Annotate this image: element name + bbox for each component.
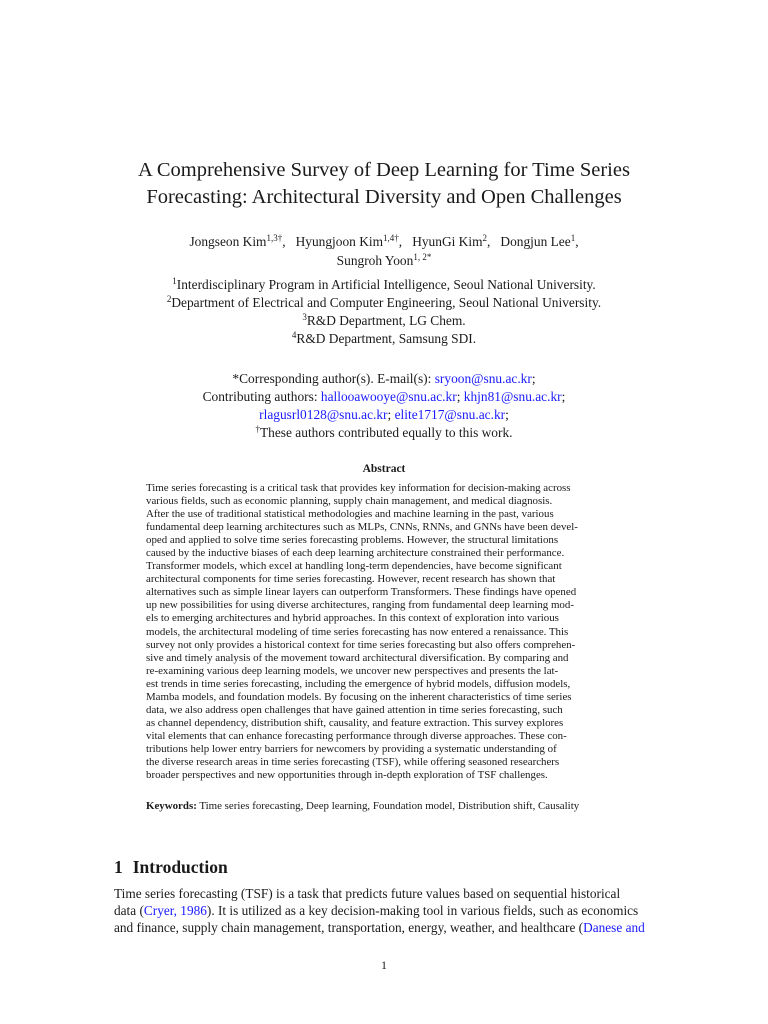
- affiliation-text: Department of Electrical and Computer Engineering, Seoul National University.: [171, 295, 602, 310]
- intro-line: [114, 902, 674, 919]
- corresponding-label: *Corresponding author(s). E-mail(s):: [232, 371, 435, 386]
- abstract-line: fundamental deep learning architectures such as MLPs, CNNs, RNNs, and GNNs have been devel-: [146, 521, 578, 534]
- abstract-line: architectural components for time series forecasting. However, recent research has shown that: [146, 573, 556, 586]
- citation-link[interactable]: Cryer, 1986: [143, 903, 207, 918]
- abstract-line: est trends in time series forecasting, including the emergence of hybrid models, diffusion models,: [146, 677, 571, 690]
- affiliation: [60, 312, 708, 330]
- abstract-line: Time series forecasting is a critical task that provides key information for decision-making across: [146, 482, 571, 494]
- contributing-authors-line-2: rlagusrl0128@snu.ac.kr; elite1717@snu.ac.kr;: [259, 407, 509, 422]
- intro-paragraph: [114, 885, 674, 936]
- intro-line: Time series forecasting (TSF) is a task that predicts future values based on sequential historical: [114, 886, 621, 901]
- affiliation: [60, 294, 708, 312]
- abstract-line: re-examining various deep learning models, we uncover new perspectives and presents the lat-: [146, 664, 559, 677]
- section-heading: [114, 857, 228, 878]
- abstract-line: Transformer models, which excel at handling long-term dependencies, have become significant: [146, 560, 562, 573]
- keywords-label: Keywords:: [146, 800, 197, 812]
- title-line-2: Forecasting: Architectural Diversity and Open Challenges: [146, 186, 622, 208]
- author-affil-marker: 1, 2*: [413, 252, 432, 262]
- equal-contribution-note: [60, 424, 708, 442]
- author-name: Sungroh Yoon: [336, 253, 414, 268]
- author-name: Dongjun Lee: [500, 234, 571, 249]
- corresponding-email-link[interactable]: sryoon@snu.ac.kr: [434, 371, 532, 386]
- affiliation-text: Interdisciplinary Program in Artificial Intelligence, Seoul National University.: [176, 277, 596, 292]
- abstract-line: After the use of traditional statistical methodologies and machine learning in the past, various: [146, 508, 554, 521]
- email-link[interactable]: rlagusrl0128@snu.ac.kr: [259, 407, 388, 422]
- abstract-line: caused by the inductive biases of each deep learning architecture constrained their performance.: [146, 547, 565, 560]
- abstract-line: oped and applied to solve time series forecasting problems. However, the structural limitations: [146, 534, 559, 547]
- abstract-line: data, we also address open challenges that have gained attention in time series forecasting, such: [146, 703, 563, 716]
- affiliation-list: [60, 276, 708, 348]
- affiliation: [60, 276, 708, 294]
- author-affil-marker: 1: [570, 233, 576, 243]
- citation-link[interactable]: Danese and: [583, 920, 645, 935]
- abstract-line: broader perspectives and new opportunities through in-depth exploration of TSF challenges.: [146, 769, 548, 782]
- abstract-line: sive and timely analysis of the movement toward architectural diversification. By comparing and: [146, 651, 569, 664]
- author-separator: ,: [398, 234, 409, 249]
- abstract-line: tributions help lower entry barriers for newcomers by providing a systematic understanding of: [146, 742, 557, 755]
- contributing-authors-line: Contributing authors: hallooawooye@snu.ac.kr; khjn81@snu.ac.kr;: [202, 389, 566, 404]
- author-name: HyunGi Kim: [412, 234, 483, 249]
- title-line-1: A Comprehensive Survey of Deep Learning for Time Series: [138, 159, 630, 181]
- affiliation-marker: 3: [302, 312, 307, 322]
- abstract-line: up new possibilities for using diverse architectures, ranging from fundamental deep learning mod-: [146, 599, 574, 612]
- abstract-line: vital elements that can enhance forecasting performance through diverse approaches. These con-: [146, 729, 567, 742]
- abstract-body: [146, 482, 644, 782]
- abstract-line: as channel dependency, distribution shift, causality, and feature extraction. This survey explores: [146, 716, 564, 729]
- section-number: 1: [114, 857, 123, 877]
- affiliation: [60, 330, 708, 348]
- equal-contribution-marker: †: [255, 424, 260, 434]
- author-affil-marker: 1,3†: [266, 233, 283, 243]
- author-separator: ,: [575, 234, 579, 249]
- author-line-1: [60, 232, 708, 251]
- affiliation-text: R&D Department, Samsung SDI.: [296, 331, 477, 346]
- email-link[interactable]: khjn81@snu.ac.kr: [463, 389, 562, 404]
- author-separator: ,: [487, 234, 498, 249]
- corresponding-author-line: *Corresponding author(s). E-mail(s): sryoon@snu.ac.kr;: [232, 371, 536, 386]
- paper-title: [60, 157, 708, 211]
- contact-block: [60, 370, 708, 442]
- equal-contribution-text: These authors contributed equally to this work.: [259, 425, 513, 440]
- keywords: [146, 800, 644, 813]
- author-separator: ,: [282, 234, 293, 249]
- email-link[interactable]: hallooawooye@snu.ac.kr: [320, 389, 457, 404]
- abstract-line: survey not only provides a historical context for time series forecasting but also offers comprehen-: [146, 638, 576, 651]
- abstract-line: Mamba models, and foundation models. By focusing on the inherent characteristics of time series: [146, 690, 572, 703]
- author-affil-marker: 2: [482, 233, 487, 243]
- affiliation-text: R&D Department, LG Chem.: [306, 313, 466, 328]
- author-name: Hyungjoon Kim: [295, 234, 384, 249]
- intro-text: ). It is utilized as a key decision-making tool in various fields, such as economics: [206, 903, 639, 918]
- abstract-line: models, the architectural modeling of time series forecasting has now entered a renaissance. This: [146, 625, 569, 638]
- abstract-line: the diverse research areas in time series forecasting (TSF), while offering seasoned researchers: [146, 755, 560, 768]
- abstract-line: alternatives such as simple linear layers can outperform Transformers. These findings have opened: [146, 586, 577, 599]
- page-number: 1: [381, 958, 387, 972]
- affiliation-marker: 2: [166, 294, 172, 304]
- author-list: [60, 232, 708, 270]
- intro-text: and finance, supply chain management, transportation, energy, weather, and healthcare (: [114, 920, 584, 935]
- author-line-2: [60, 251, 708, 270]
- intro-text: data (: [114, 903, 144, 918]
- keywords-text: Time series forecasting, Deep learning, Foundation model, Distribution shift, Causality: [199, 800, 580, 812]
- abstract-line: various fields, such as economic planning, supply chain management, and medical diagnosis.: [146, 495, 553, 508]
- author-name: Jongseon Kim: [189, 234, 267, 249]
- section-title: Introduction: [132, 857, 228, 877]
- intro-line: [114, 919, 674, 936]
- contributing-label: Contributing authors:: [202, 389, 321, 404]
- abstract-line: els to emerging architectures and hybrid approaches. In this context of exploration into various: [146, 612, 559, 625]
- affiliation-marker: 4: [291, 330, 297, 340]
- email-link[interactable]: elite1717@snu.ac.kr: [394, 407, 506, 422]
- author-affil-marker: 1,4†: [383, 233, 399, 243]
- affiliation-marker: 1: [172, 276, 177, 286]
- abstract-heading: Abstract: [362, 463, 406, 475]
